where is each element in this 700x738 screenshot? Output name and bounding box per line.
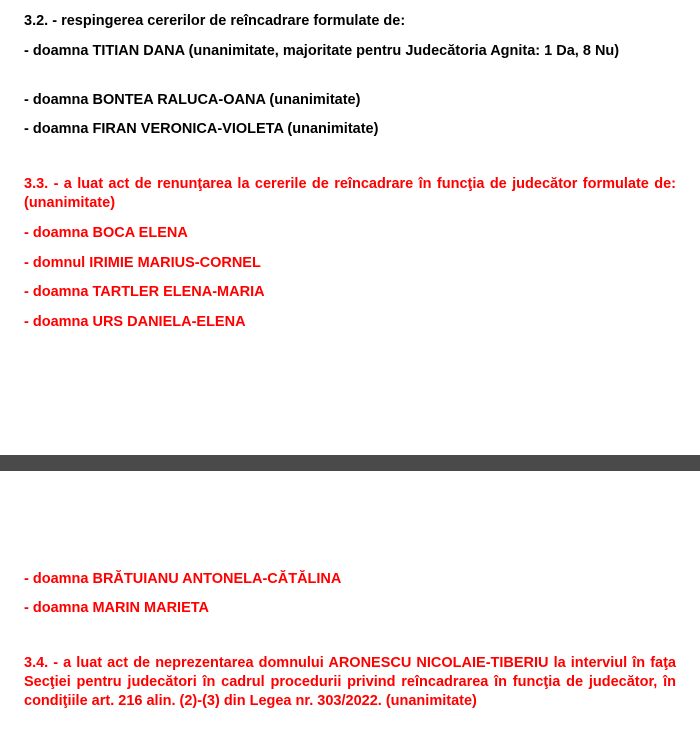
renunciation-item-boca-elena: - doamna BOCA ELENA bbox=[24, 225, 188, 241]
section-3-4-paragraph: 3.4. - a luat act de neprezentarea domnului ARONESCU NICOLAIE-TIBERIU la interviul în faţa Secţiei pentru judecători în cadrul procedurii privind reîncadrarea în funcţia de judecător, în condiţiile art. 216 alin. (2)-(3) din Legea nr. 303/2022. (unanimitate) bbox=[24, 655, 676, 709]
renunciation-item-bratuianu-antonela-catalina: - doamna BRĂTUIANU ANTONELA-CĂTĂLINA bbox=[24, 571, 342, 587]
renunciation-item-urs-daniela-elena: - doamna URS DANIELA-ELENA bbox=[24, 314, 246, 330]
section-3-2-heading: 3.2. - respingerea cererilor de reîncadrare formulate de: bbox=[24, 13, 406, 29]
renunciation-item-tartler-elena-maria: - doamna TARTLER ELENA-MARIA bbox=[24, 284, 265, 300]
decision-item-bontea-raluca-oana: - doamna BONTEA RALUCA-OANA (unanimitate) bbox=[24, 92, 361, 108]
section-3-3-heading: 3.3. - a luat act de renunţarea la cererile de reîncadrare în funcţia de judecător formulate de: (unanimitate) bbox=[24, 176, 676, 211]
decision-item-titian-dana: - doamna TITIAN DANA (unanimitate, majoritate pentru Judecătoria Agnita: 1 Da, 8 Nu) bbox=[24, 43, 620, 59]
page-separator bbox=[0, 455, 700, 471]
document-page-2 bbox=[0, 471, 700, 738]
renunciation-item-irimie-marius-cornel: - domnul IRIMIE MARIUS-CORNEL bbox=[24, 255, 261, 271]
decision-item-firan-veronica-violeta: - doamna FIRAN VERONICA-VIOLETA (unanimitate) bbox=[24, 121, 379, 137]
renunciation-item-marin-marieta: - doamna MARIN MARIETA bbox=[24, 600, 210, 616]
